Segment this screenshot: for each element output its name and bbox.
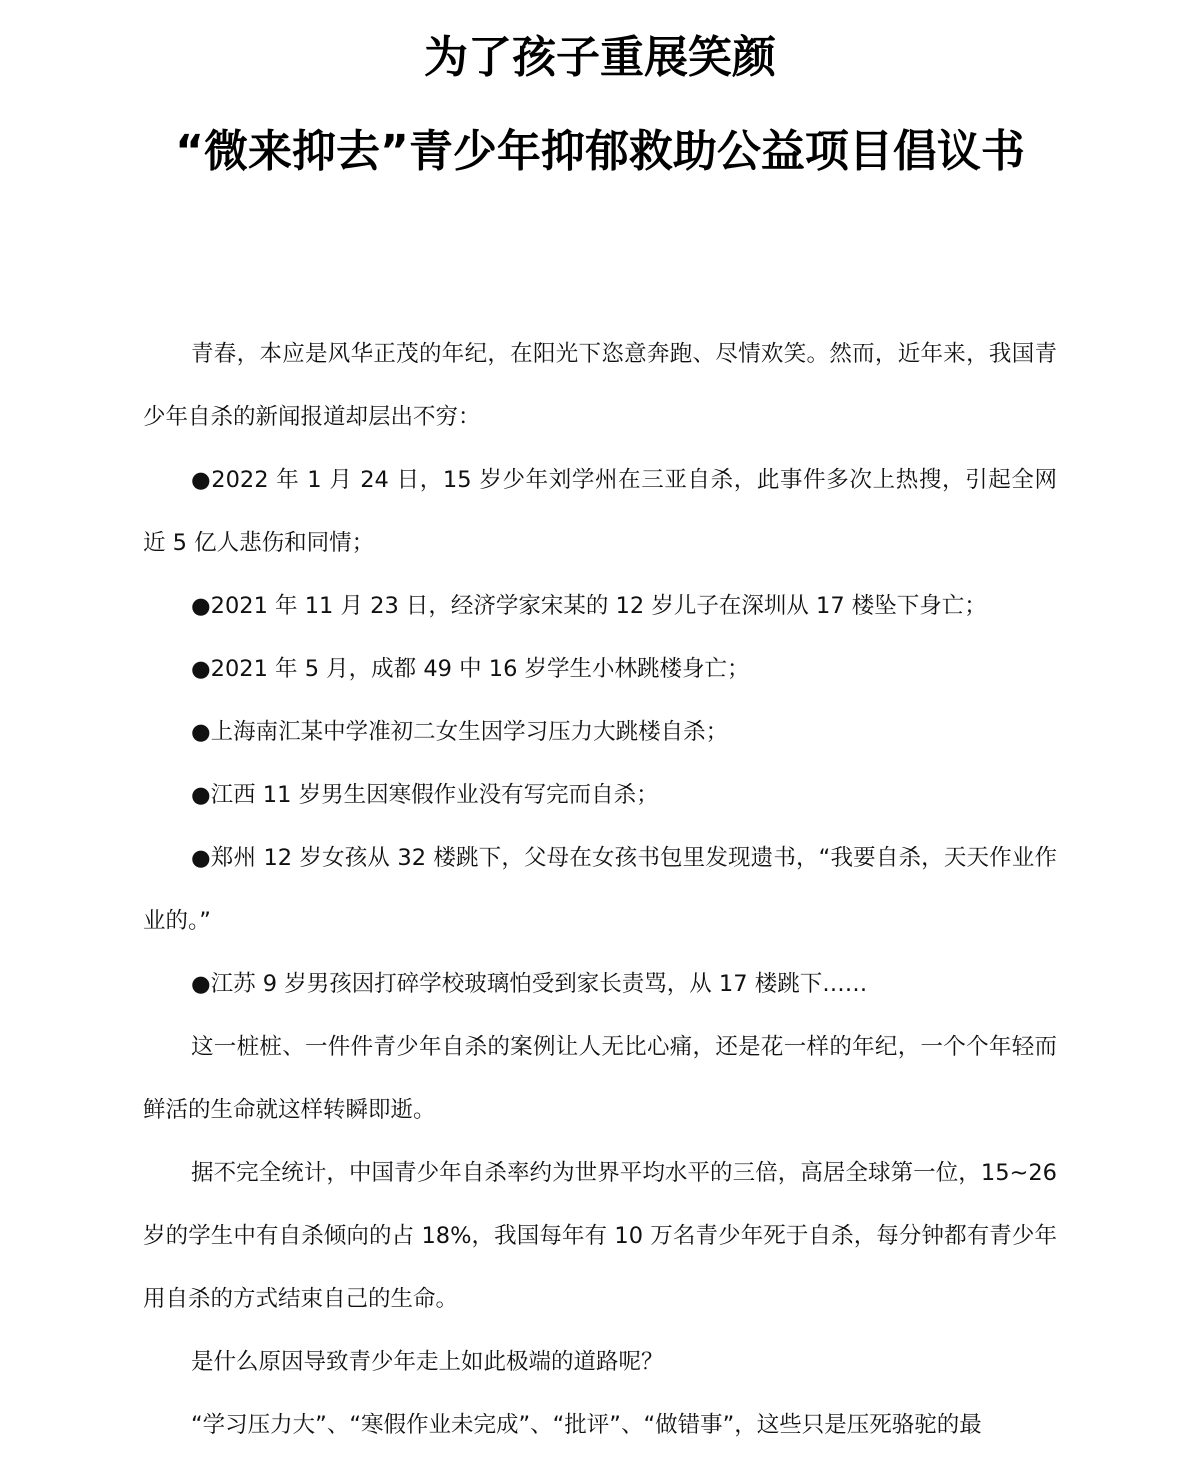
paragraph-case-2: ●2021 年 11 月 23 日，经济学家宋某的 12 岁儿子在深圳从 17 楼坠下身亡；: [191, 593, 987, 619]
paragraph-question: 是什么原因导致青少年走上如此极端的道路呢？: [191, 1349, 664, 1375]
paragraph-causes: “学习压力大”、“寒假作业未完成”、“批评”、“做错事”，这些只是压死骆驼的最: [191, 1412, 982, 1438]
paragraph-case-7: ●江苏 9 岁男孩因打碎学校玻璃怕受到家长责骂，从 17 楼跳下……: [191, 971, 868, 997]
paragraph-reflection: 这一桩桩、一件件青少年自杀的案例让人无比心痛，还是花一样的年纪，一个个年轻而鲜活的生命就这样转瞬即逝。: [143, 1034, 1057, 1123]
paragraph-statistics: 据不完全统计，中国青少年自杀率约为世界平均水平的三倍，高居全球第一位，15~26 岁的学生中有自杀倾向的占 18%，我国每年有 10 万名青少年死于自杀，每分钟都有青少年用自杀的方式结束自己的生命。: [143, 1160, 1057, 1312]
paragraph-case-6: ●郑州 12 岁女孩从 32 楼跳下，父母在女孩书包里发现遗书，“我要自杀，天天作业作业的。”: [143, 845, 1057, 934]
document-body: [143, 323, 1057, 1457]
paragraph-case-1: ●2022 年 1 月 24 日，15 岁少年刘学州在三亚自杀，此事件多次上热搜，引起全网近 5 亿人悲伤和同情；: [143, 467, 1057, 556]
document-title: 为了孩子重展笑颜: [424, 32, 776, 83]
paragraph-case-4: ●上海南汇某中学准初二女生因学习压力大跳楼自杀；: [191, 719, 729, 745]
paragraph-case-5: ●江西 11 岁男生因寒假作业没有写完而自杀；: [191, 782, 659, 808]
paragraph-intro: 青春，本应是风华正茂的年纪，在阳光下恣意奔跑、尽情欢笑。然而，近年来，我国青少年自杀的新闻报道却层出不穷：: [143, 341, 1057, 430]
document-subtitle: “微来抑去”青少年抑郁救助公益项目倡议书: [175, 126, 1025, 177]
paragraph-case-3: ●2021 年 5 月，成都 49 中 16 岁学生小林跳楼身亡；: [191, 656, 750, 682]
